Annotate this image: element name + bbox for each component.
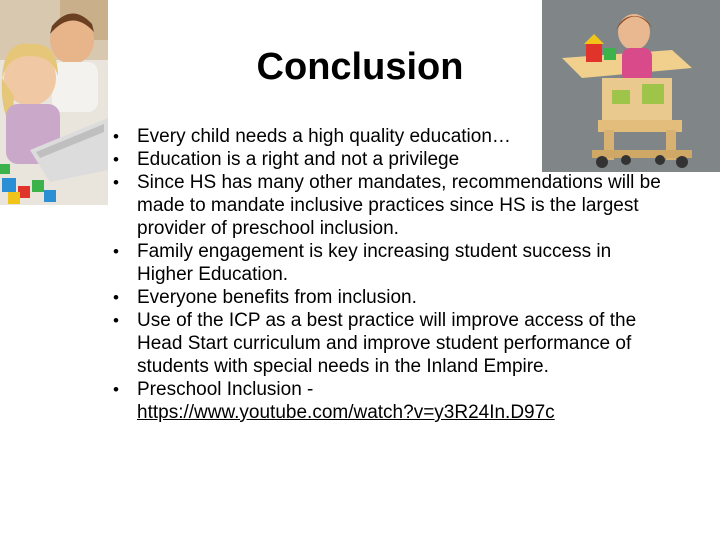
bullet-text: Everyone benefits from inclusion. [137, 287, 417, 308]
bullet-item [110, 171, 670, 240]
bullet-text: Preschool Inclusion - [137, 379, 314, 400]
bullet-text: Family engagement is key increasing student success in Higher Education. [137, 241, 612, 285]
bullet-item [110, 125, 670, 148]
children-computer-photo [0, 0, 108, 205]
bullet-text: Every child needs a high quality education… [137, 126, 511, 147]
bullet-glyph: • [113, 242, 119, 261]
bullet-glyph: • [113, 127, 119, 146]
bullet-text: Since HS has many other mandates, recommendations will be made to mandate inclusive practices since HS is the largest provider of preschool inclusion. [137, 172, 661, 239]
bullet-glyph: • [113, 173, 119, 192]
bullet-list [110, 125, 670, 424]
bullet-item [110, 286, 670, 309]
bullet-item [110, 240, 670, 286]
slide-title: Conclusion [256, 46, 464, 88]
youtube-link[interactable]: https://www.youtube.com/watch?v=y3R24In.D97c [137, 402, 555, 423]
bullet-item [110, 309, 670, 378]
bullet-item-preschool-inclusion [110, 378, 670, 424]
bullet-glyph: • [113, 288, 119, 307]
bullet-glyph: • [113, 311, 119, 330]
bullet-text: Education is a right and not a privilege [137, 149, 460, 170]
bullet-glyph: • [113, 380, 119, 399]
bullet-glyph: • [113, 150, 119, 169]
bullet-text: Use of the ICP as a best practice will improve access of the Head Start curriculum and improve student performance of students with special needs in the Inland Empire. [137, 310, 637, 377]
bullet-item [110, 148, 670, 171]
